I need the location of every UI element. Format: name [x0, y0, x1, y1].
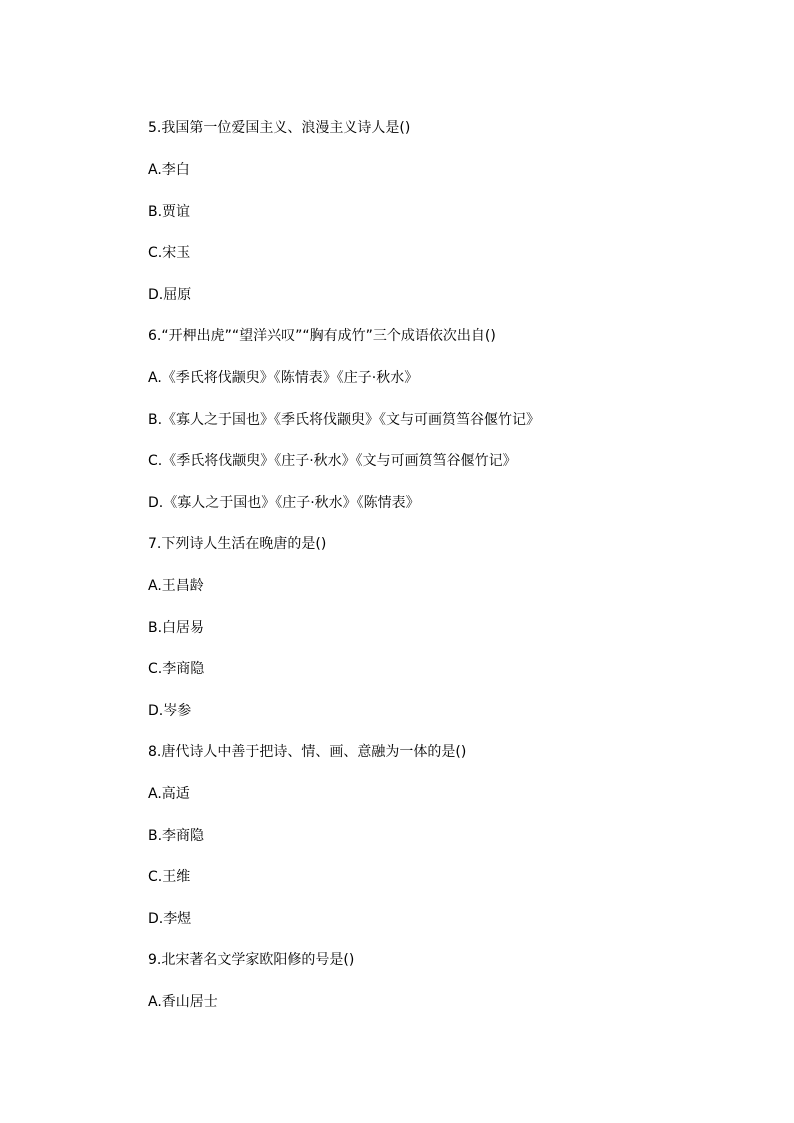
question-8-option-c: C.王维 [148, 869, 191, 885]
question-5-option-d: D.屈原 [148, 287, 192, 303]
question-6-option-c: C.《季氏将伐颛臾》《庄子·秋水》《文与可画筼筜谷偃竹记》 [148, 453, 517, 469]
question-9-stem: 9.北宋著名文学家欧阳修的号是() [148, 952, 355, 968]
question-8-option-d: D.李煜 [148, 911, 192, 927]
question-8-option-b: B.李商隐 [148, 828, 205, 844]
question-5-stem: 5.我国第一位爱国主义、浪漫主义诗人是() [148, 120, 411, 136]
question-8-option-a: A.高适 [148, 786, 190, 802]
question-9-option-a: A.香山居士 [148, 994, 218, 1010]
question-6-stem: 6.“开柙出虎”“望洋兴叹”“胸有成竹”三个成语依次出自() [148, 328, 496, 344]
question-6-option-a: A.《季氏将伐颛臾》《陈情表》《庄子·秋水》 [148, 370, 419, 386]
question-5-option-c: C.宋玉 [148, 245, 191, 261]
question-5-option-b: B.贾谊 [148, 204, 191, 220]
question-7-option-d: D.岑参 [148, 703, 192, 719]
question-7-option-c: C.李商隐 [148, 661, 205, 677]
question-7-stem: 7.下列诗人生活在晚唐的是() [148, 536, 327, 552]
question-6-option-b: B.《寡人之于国也》《季氏将伐颛臾》《文与可画筼筜谷偃竹记》 [148, 412, 541, 428]
question-8-stem: 8.唐代诗人中善于把诗、情、画、意融为一体的是() [148, 744, 467, 760]
question-6-option-d: D.《寡人之于国也》《庄子·秋水》《陈情表》 [148, 495, 420, 511]
question-7-option-a: A.王昌龄 [148, 578, 204, 594]
question-5-option-a: A.李白 [148, 162, 190, 178]
question-7-option-b: B.白居易 [148, 620, 205, 636]
